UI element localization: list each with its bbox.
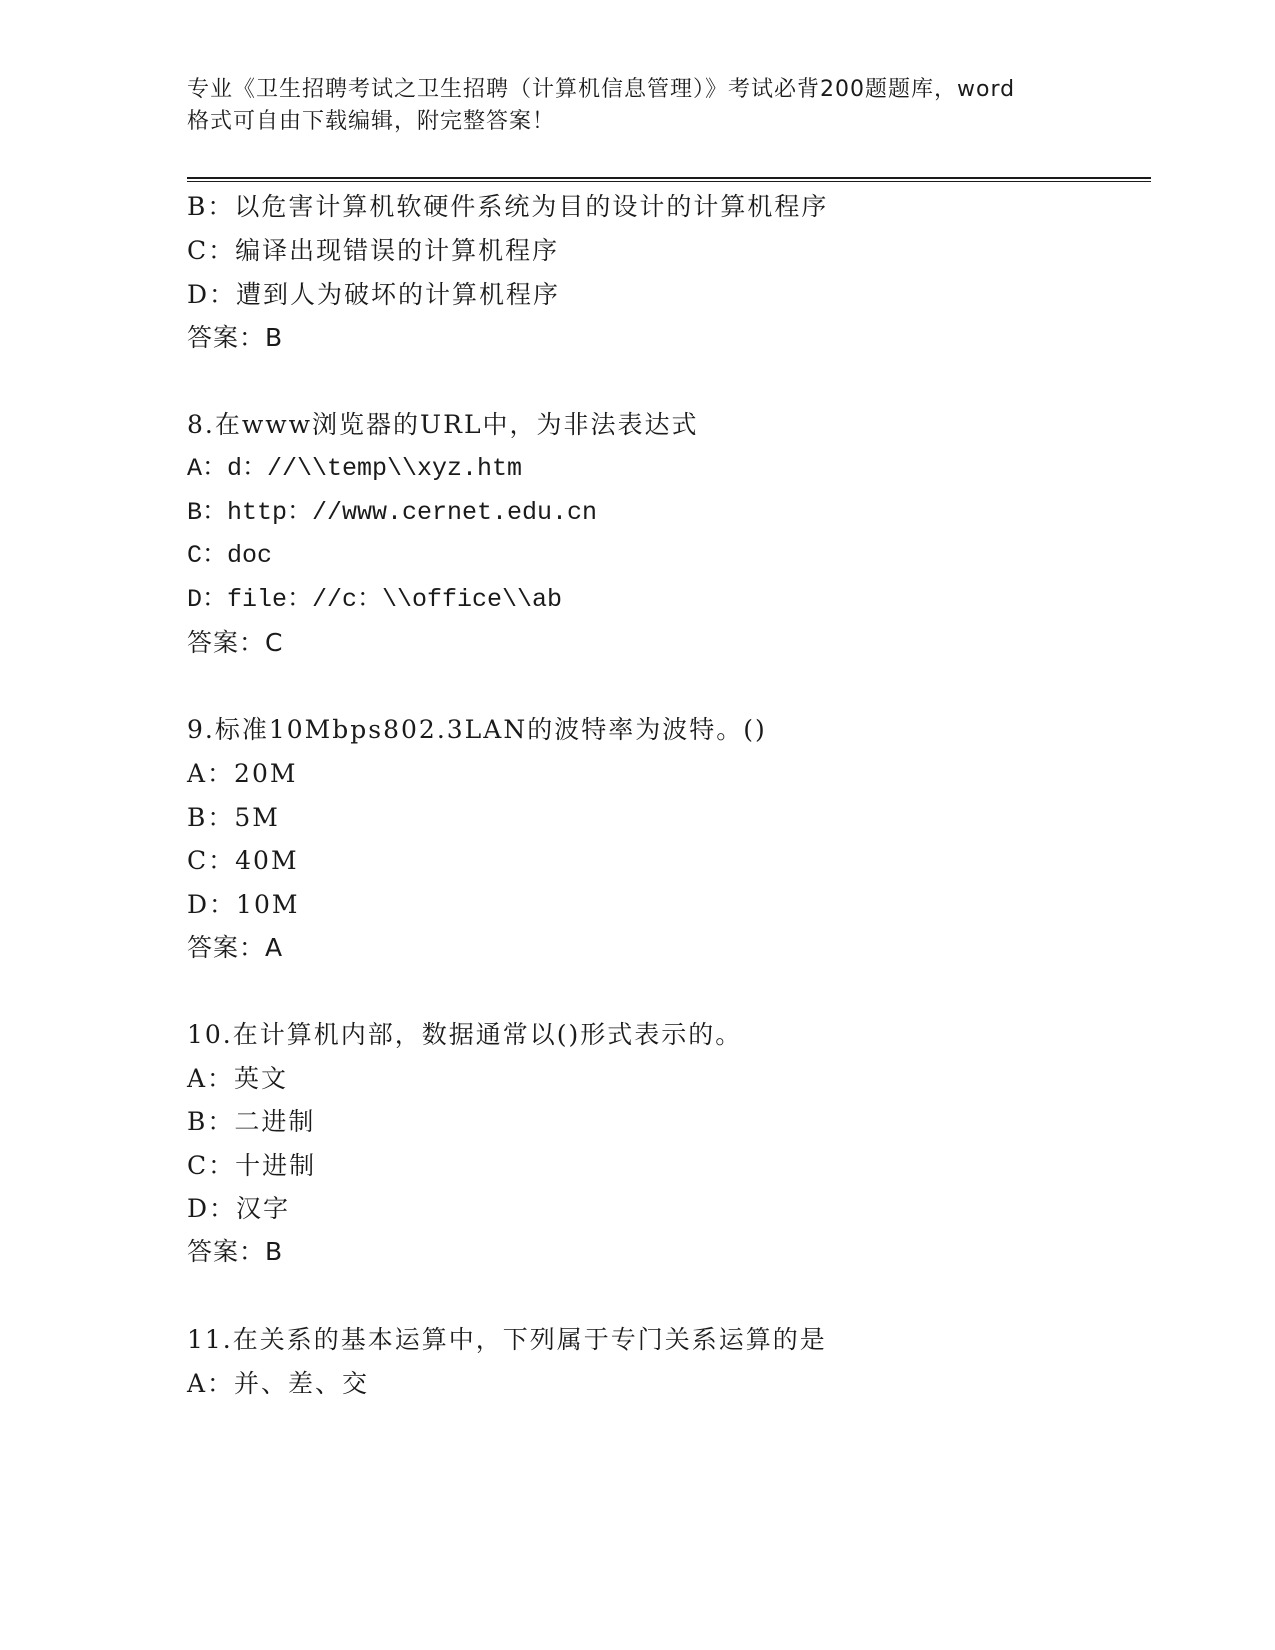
question-9-option-a: A：20M xyxy=(187,759,298,788)
continued-answer: 答案：B xyxy=(187,323,284,352)
question-8-option-c: C：doc xyxy=(187,541,273,570)
question-10-option-b: B：二进制 xyxy=(187,1107,316,1136)
continued-option-b: B：以危害计算机软硬件系统为目的设计的计算机程序 xyxy=(187,192,829,221)
question-11-option-a: A：并、差、交 xyxy=(187,1369,370,1398)
question-10-stem: 10.在计算机内部，数据通常以()形式表示的。 xyxy=(187,1020,743,1049)
header-divider xyxy=(187,177,1151,182)
question-8-stem: 8.在www浏览器的URL中，为非法表达式 xyxy=(187,410,699,439)
continued-option-c: C：编译出现错误的计算机程序 xyxy=(187,236,560,265)
question-9-option-d: D：10M xyxy=(187,890,300,919)
question-8-option-b: B：http：//www.cernet.edu.cn xyxy=(187,498,598,527)
question-9-stem: 9.标准10Mbps802.3LAN的波特率为波特。() xyxy=(187,715,767,744)
question-8-option-a: A：d：//\\temp\\xyz.htm xyxy=(187,454,523,483)
question-10-option-c: C：十进制 xyxy=(187,1151,317,1180)
continued-option-d: D：遭到人为破坏的计算机程序 xyxy=(187,280,561,309)
header-line-2: 格式可自由下载编辑，附完整答案！ xyxy=(187,109,556,134)
question-9-answer: 答案：A xyxy=(187,933,284,962)
question-10-answer: 答案：B xyxy=(187,1237,284,1266)
question-10-option-d: D：汉字 xyxy=(187,1194,291,1223)
question-8-answer: 答案：C xyxy=(187,628,284,657)
question-10-option-a: A：英文 xyxy=(187,1064,289,1093)
question-8-option-d: D：file：//c：\\office\\ab xyxy=(187,585,563,614)
document-header xyxy=(187,74,1087,138)
question-11-stem: 11.在关系的基本运算中，下列属于专门关系运算的是 xyxy=(187,1325,827,1354)
question-9-option-c: C：40M xyxy=(187,846,299,875)
question-9-option-b: B：5M xyxy=(187,803,280,832)
header-line-1: 专业《卫生招聘考试之卫生招聘（计算机信息管理）》考试必背200题题库，word xyxy=(187,77,1016,102)
